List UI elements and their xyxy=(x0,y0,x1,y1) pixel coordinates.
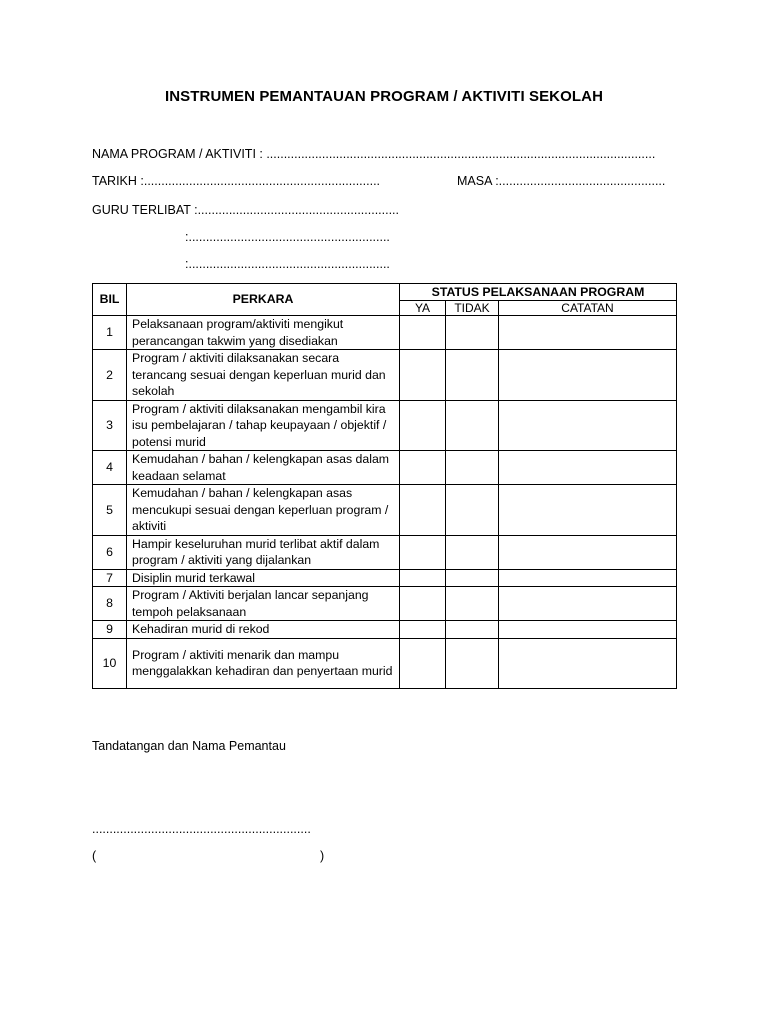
row-catatan-cell xyxy=(499,350,677,401)
header-perkara: PERKARA xyxy=(127,284,400,316)
tarikh-field: TARIKH :.................................................................... xyxy=(92,174,381,188)
row-tidak-cell xyxy=(446,569,499,587)
row-ya-cell xyxy=(400,485,446,536)
guru-terlibat-field: GURU TERLIBAT :.......................................................... xyxy=(92,203,400,217)
row-tidak-cell xyxy=(446,587,499,621)
header-catatan: CATATAN xyxy=(499,301,677,316)
row-bil: 4 xyxy=(93,451,127,485)
row-catatan-cell xyxy=(499,535,677,569)
row-bil: 7 xyxy=(93,569,127,587)
row-catatan-cell xyxy=(499,587,677,621)
row-tidak-cell xyxy=(446,400,499,451)
guru-terlibat-line-2: :.......................................................... xyxy=(185,230,390,244)
row-tidak-cell xyxy=(446,451,499,485)
table-row xyxy=(93,621,677,639)
row-perkara: Kemudahan / bahan / kelengkapan asas mencukupi sesuai dengan keperluan program / aktiviti xyxy=(127,485,400,536)
row-bil: 6 xyxy=(93,535,127,569)
row-ya-cell xyxy=(400,535,446,569)
row-bil: 3 xyxy=(93,400,127,451)
table-row xyxy=(93,638,677,688)
document-title: INSTRUMEN PEMANTAUAN PROGRAM / AKTIVITI SEKOLAH xyxy=(164,88,604,105)
guru-terlibat-line-3: :.......................................................... xyxy=(185,257,390,271)
header-ya: YA xyxy=(400,301,446,316)
row-bil: 10 xyxy=(93,638,127,688)
header-bil: BIL xyxy=(93,284,127,316)
row-catatan-cell xyxy=(499,569,677,587)
row-catatan-cell xyxy=(499,485,677,536)
row-bil: 2 xyxy=(93,350,127,401)
header-tidak: TIDAK xyxy=(446,301,499,316)
row-tidak-cell xyxy=(446,316,499,350)
row-tidak-cell xyxy=(446,485,499,536)
nama-program-field: NAMA PROGRAM / AKTIVITI : ................................................................................................................ xyxy=(92,147,656,161)
signature-label: Tandatangan dan Nama Pemantau xyxy=(92,739,286,753)
row-catatan-cell xyxy=(499,621,677,639)
row-perkara: Program / aktiviti menarik dan mampu menggalakkan kehadiran dan penyertaan murid xyxy=(127,638,400,688)
row-tidak-cell xyxy=(446,621,499,639)
row-perkara: Program / aktiviti dilaksanakan mengambil kira isu pembelajaran / tahap keupayaan / objektif / potensi murid xyxy=(127,400,400,451)
table-row xyxy=(93,316,677,350)
table-row xyxy=(93,350,677,401)
signature-line: ............................................................... xyxy=(92,822,311,836)
name-paren-open: ( xyxy=(92,849,97,863)
row-perkara: Hampir keseluruhan murid terlibat aktif dalam program / aktiviti yang dijalankan xyxy=(127,535,400,569)
row-perkara: Program / Aktiviti berjalan lancar sepanjang tempoh pelaksanaan xyxy=(127,587,400,621)
header-status: STATUS PELAKSANAAN PROGRAM xyxy=(400,284,677,301)
row-tidak-cell xyxy=(446,350,499,401)
row-ya-cell xyxy=(400,350,446,401)
row-perkara: Pelaksanaan program/aktiviti mengikut perancangan takwim yang disediakan xyxy=(127,316,400,350)
row-bil: 5 xyxy=(93,485,127,536)
row-tidak-cell xyxy=(446,638,499,688)
row-ya-cell xyxy=(400,451,446,485)
table-row xyxy=(93,587,677,621)
row-ya-cell xyxy=(400,316,446,350)
row-ya-cell xyxy=(400,400,446,451)
row-catatan-cell xyxy=(499,400,677,451)
name-paren-close: ) xyxy=(320,849,325,863)
table-row xyxy=(93,400,677,451)
row-ya-cell xyxy=(400,621,446,639)
row-perkara: Kemudahan / bahan / kelengkapan asas dalam keadaan selamat xyxy=(127,451,400,485)
row-perkara: Kehadiran murid di rekod xyxy=(127,621,400,639)
row-perkara: Program / aktiviti dilaksanakan secara terancang sesuai dengan keperluan murid dan sekolah xyxy=(127,350,400,401)
table-row xyxy=(93,451,677,485)
row-ya-cell xyxy=(400,638,446,688)
row-bil: 9 xyxy=(93,621,127,639)
row-ya-cell xyxy=(400,587,446,621)
monitoring-table xyxy=(92,283,677,689)
row-tidak-cell xyxy=(446,535,499,569)
row-catatan-cell xyxy=(499,638,677,688)
table-row xyxy=(93,485,677,536)
row-catatan-cell xyxy=(499,451,677,485)
row-perkara: Disiplin murid terkawal xyxy=(127,569,400,587)
row-bil: 8 xyxy=(93,587,127,621)
row-catatan-cell xyxy=(499,316,677,350)
row-ya-cell xyxy=(400,569,446,587)
table-row xyxy=(93,535,677,569)
table-row xyxy=(93,569,677,587)
row-bil: 1 xyxy=(93,316,127,350)
masa-field: MASA :................................................ xyxy=(457,174,666,188)
